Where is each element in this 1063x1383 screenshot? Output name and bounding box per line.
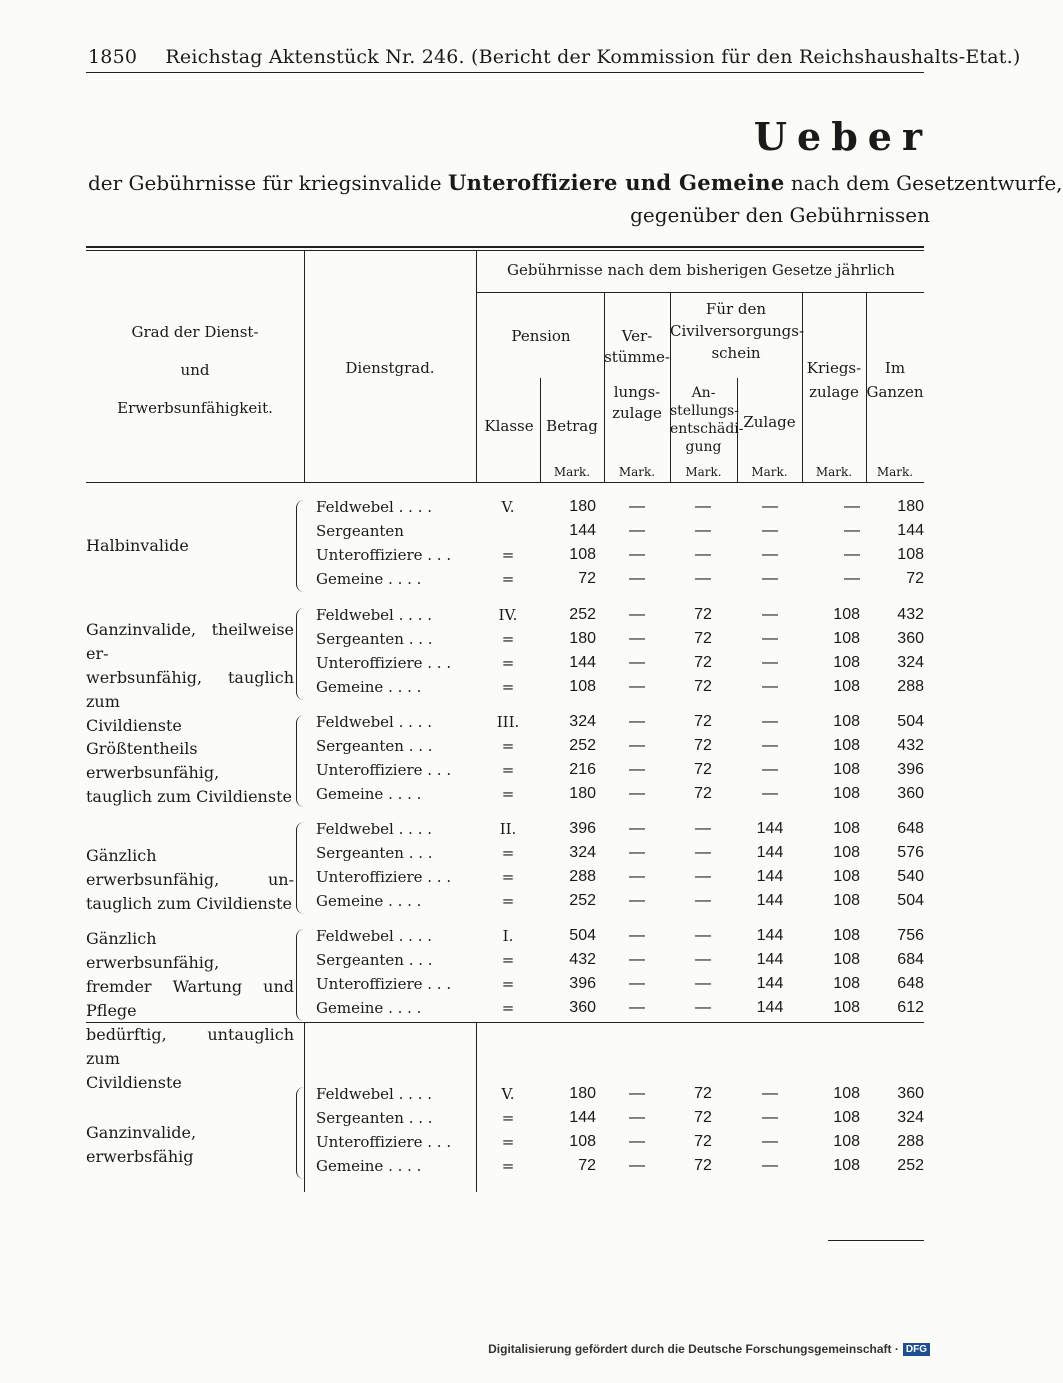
grade-label xyxy=(86,927,294,1095)
cell-betrag: 252 xyxy=(569,606,596,623)
cell-rank: Gemeine . . . . xyxy=(316,892,422,910)
grade-label-line: Civildienste xyxy=(86,716,182,735)
cell-krieg: 108 xyxy=(833,737,860,754)
cell-zulage: — xyxy=(762,654,778,671)
grade-label-line: tauglich zum Civildienste xyxy=(86,894,292,913)
closing-rule xyxy=(828,1240,924,1241)
cell-verst: — xyxy=(629,1109,645,1126)
cell-total: 144 xyxy=(897,522,924,539)
cell-rank: Gemeine . . . . xyxy=(316,785,422,803)
group-header-rule xyxy=(476,292,924,293)
cell-zulage: — xyxy=(762,1157,778,1174)
cell-betrag: 144 xyxy=(569,1109,596,1126)
cell-rank: Gemeine . . . . xyxy=(316,678,422,696)
cell-betrag: 180 xyxy=(569,630,596,647)
cell-zulage: — xyxy=(762,546,778,563)
cell-krieg: 108 xyxy=(833,999,860,1016)
cell-verst: — xyxy=(629,975,645,992)
cell-total: 648 xyxy=(897,820,924,837)
cell-verst: — xyxy=(629,820,645,837)
grade-label xyxy=(86,1121,294,1169)
cell-betrag: 396 xyxy=(569,975,596,992)
cell-zulage: — xyxy=(762,570,778,587)
header-group: Gebührnisse nach dem bisherigen Gesetze jährlich xyxy=(507,261,895,279)
cell-verst: — xyxy=(629,761,645,778)
cell-total: 504 xyxy=(897,892,924,909)
running-head-text: Reichstag Aktenstück Nr. 246. (Bericht der Kommission für den Reichshaushalts-Etat.) xyxy=(165,46,1021,68)
cell-anst: 72 xyxy=(694,1109,712,1126)
cell-total: 504 xyxy=(897,713,924,730)
cell-verst: — xyxy=(629,737,645,754)
subtitle-pre: der Gebührnisse für kriegsinvalide xyxy=(88,171,448,195)
cell-klasse: = xyxy=(501,654,515,672)
cell-rank: Unteroffiziere . . . xyxy=(316,761,452,779)
cell-verst: — xyxy=(629,546,645,563)
cell-klasse: = xyxy=(501,844,515,862)
header-betrag: Betrag xyxy=(546,417,598,435)
cell-zulage: 144 xyxy=(756,844,784,861)
header-verst-line: zulage xyxy=(612,404,662,422)
header-anst xyxy=(670,384,744,456)
cell-total: 612 xyxy=(897,999,924,1016)
cell-verst: — xyxy=(629,785,645,802)
cell-anst: 72 xyxy=(694,713,712,730)
group-brace xyxy=(296,822,304,914)
cell-rank: Unteroffiziere . . . xyxy=(316,975,452,993)
cell-rank: Sergeanten . . . xyxy=(316,951,433,969)
cell-zulage: 144 xyxy=(756,927,784,944)
cell-krieg: 108 xyxy=(833,1085,860,1102)
header-verst xyxy=(604,326,670,424)
group-brace xyxy=(296,929,304,1021)
cell-betrag: 252 xyxy=(569,737,596,754)
cell-krieg: — xyxy=(844,546,860,563)
cell-verst: — xyxy=(629,1133,645,1150)
cell-verst: — xyxy=(629,678,645,695)
unit-verst: Mark. xyxy=(618,465,656,479)
header-zulage: Zulage xyxy=(743,413,796,431)
cell-rank: Sergeanten . . . xyxy=(316,737,433,755)
cell-betrag: 396 xyxy=(569,820,596,837)
grade-label xyxy=(86,618,294,738)
subtitle-bold: Unteroffiziere und Gemeine xyxy=(447,170,785,195)
unit-betrag: Mark. xyxy=(553,465,591,479)
cell-total: 432 xyxy=(897,606,924,623)
grade-label-line: Halbinvalide xyxy=(86,536,189,555)
cell-betrag: 108 xyxy=(569,1133,596,1150)
cell-verst: — xyxy=(629,868,645,885)
table-top-rule-2 xyxy=(86,250,924,251)
cell-verst: — xyxy=(629,892,645,909)
cell-anst: 72 xyxy=(694,785,712,802)
cell-krieg: 108 xyxy=(833,868,860,885)
cell-zulage: 144 xyxy=(756,892,784,909)
cell-zulage: — xyxy=(762,737,778,754)
cell-rank: Feldwebel . . . . xyxy=(316,498,433,516)
cell-anst: — xyxy=(695,546,711,563)
cell-total: 648 xyxy=(897,975,924,992)
header-total-line: Im xyxy=(884,359,906,377)
cell-verst: — xyxy=(629,844,645,861)
cell-rank: Unteroffiziere . . . xyxy=(316,546,452,564)
cell-klasse: I. xyxy=(502,927,514,945)
grade-label-line: Ganzinvalide, theilweise er- xyxy=(86,620,294,663)
grade-label-line: werbsunfähig, tauglich zum xyxy=(86,668,294,711)
header-anst-line: entschädi- xyxy=(670,421,744,437)
cell-rank: Unteroffiziere . . . xyxy=(316,1133,452,1151)
cell-zulage: — xyxy=(762,1133,778,1150)
cell-betrag: 144 xyxy=(569,654,596,671)
cell-zulage: — xyxy=(762,761,778,778)
cell-rank: Sergeanten . . . xyxy=(316,630,433,648)
header-anst-line: stellungs- xyxy=(670,403,739,419)
unit-anst: Mark. xyxy=(685,465,722,479)
cell-verst: — xyxy=(629,999,645,1016)
cell-verst: — xyxy=(629,927,645,944)
grade-label-line: fremder Wartung und Pflege xyxy=(86,977,294,1020)
header-civil-line: schein xyxy=(711,344,761,362)
cell-total: 540 xyxy=(897,868,924,885)
subtitle-post: nach dem Gesetzentwurfe, xyxy=(784,171,1063,195)
grade-label-line: Civildienste xyxy=(86,1073,182,1092)
cell-anst: — xyxy=(695,820,711,837)
grade-label-line: tauglich zum Civildienste xyxy=(86,787,292,806)
footer-text: Digitalisierung gefördert durch die Deutsche Forschungsgemeinschaft xyxy=(488,1342,892,1356)
cell-anst: — xyxy=(695,951,711,968)
page-number: 1850 xyxy=(88,46,138,68)
cell-zulage: — xyxy=(762,1109,778,1126)
cell-krieg: 108 xyxy=(833,975,860,992)
col-rule-1 xyxy=(304,250,305,482)
cell-krieg: 108 xyxy=(833,678,860,695)
cell-krieg: 108 xyxy=(833,713,860,730)
cell-verst: — xyxy=(629,951,645,968)
group-brace xyxy=(296,1087,304,1179)
cell-krieg: 108 xyxy=(833,820,860,837)
cell-verst: — xyxy=(629,713,645,730)
cell-anst: 72 xyxy=(694,606,712,623)
grade-label xyxy=(86,844,294,916)
cell-rank: Unteroffiziere . . . xyxy=(316,868,452,886)
cell-betrag: 288 xyxy=(569,868,596,885)
cell-krieg: 108 xyxy=(833,927,860,944)
cell-rank: Sergeanten . . . xyxy=(316,1109,433,1127)
cell-rank: Feldwebel . . . . xyxy=(316,606,433,624)
header-anst-line: gung xyxy=(685,439,722,455)
cell-zulage: — xyxy=(762,522,778,539)
cell-rank: Feldwebel . . . . xyxy=(316,820,433,838)
cell-verst: — xyxy=(629,606,645,623)
group-brace xyxy=(296,608,304,700)
cell-betrag: 180 xyxy=(569,785,596,802)
cell-total: 288 xyxy=(897,678,924,695)
cell-krieg: 108 xyxy=(833,1157,860,1174)
cell-total: 684 xyxy=(897,951,924,968)
cell-klasse: V. xyxy=(501,1085,515,1103)
unit-zulage: Mark. xyxy=(751,465,788,479)
cell-total: 108 xyxy=(897,546,924,563)
cell-krieg: 108 xyxy=(833,606,860,623)
cell-klasse: = xyxy=(501,570,515,588)
grade-label xyxy=(86,737,294,809)
cell-krieg: — xyxy=(844,522,860,539)
grade-label-line: Ganzinvalide, erwerbsfähig xyxy=(86,1123,197,1166)
cell-total: 756 xyxy=(897,927,924,944)
running-head xyxy=(88,46,1021,68)
cell-total: 360 xyxy=(897,1085,924,1102)
cell-zulage: — xyxy=(762,606,778,623)
cell-krieg: 108 xyxy=(833,892,860,909)
cell-verst: — xyxy=(629,522,645,539)
col-rule-lower-2 xyxy=(476,1022,477,1192)
cell-anst: 72 xyxy=(694,678,712,695)
cell-betrag: 360 xyxy=(569,999,596,1016)
cell-anst: — xyxy=(695,498,711,515)
grade-label-line: bedürftig, untauglich zum xyxy=(86,1025,294,1068)
header-verst-line: lungs- xyxy=(613,383,661,401)
cell-total: 324 xyxy=(897,1109,924,1126)
cell-anst: — xyxy=(695,570,711,587)
footer: Digitalisierung gefördert durch die Deutsche Forschungsgemeinschaft · DFG xyxy=(488,1342,930,1356)
grade-label-line: Gänzlich erwerbsunfähig, un- xyxy=(86,846,294,889)
cell-klasse: = xyxy=(501,546,515,564)
cell-klasse: = xyxy=(501,975,515,993)
header-civil-line: Für den xyxy=(705,300,767,318)
cell-betrag: 432 xyxy=(569,951,596,968)
header-rank: Dienstgrad. xyxy=(345,359,435,377)
cell-verst: — xyxy=(629,1157,645,1174)
cell-klasse: = xyxy=(501,737,515,755)
cell-total: 576 xyxy=(897,844,924,861)
cell-total: 288 xyxy=(897,1133,924,1150)
cell-anst: — xyxy=(695,868,711,885)
cell-anst: — xyxy=(695,522,711,539)
table-top-rule xyxy=(86,246,924,248)
cell-verst: — xyxy=(629,654,645,671)
cell-anst: — xyxy=(695,975,711,992)
cell-zulage: 144 xyxy=(756,868,784,885)
cell-krieg: 108 xyxy=(833,630,860,647)
header-civil xyxy=(670,298,805,364)
cell-zulage: — xyxy=(762,498,778,515)
cell-anst: 72 xyxy=(694,761,712,778)
header-grade-line: und xyxy=(180,361,210,379)
cell-betrag: 324 xyxy=(569,713,596,730)
cell-rank: Feldwebel . . . . xyxy=(316,1085,433,1103)
group-brace xyxy=(296,715,304,807)
cell-klasse: = xyxy=(501,1109,515,1127)
cell-klasse: = xyxy=(501,868,515,886)
cell-krieg: 108 xyxy=(833,761,860,778)
grade-label-line: Größtentheils erwerbsunfähig, xyxy=(86,739,220,782)
cell-anst: 72 xyxy=(694,654,712,671)
cell-anst: — xyxy=(695,999,711,1016)
header-pension: Pension xyxy=(511,327,571,345)
cell-betrag: 72 xyxy=(578,1157,596,1174)
cell-zulage: 144 xyxy=(756,820,784,837)
header-total-line: Ganzen xyxy=(866,383,924,401)
cell-klasse: = xyxy=(501,1133,515,1151)
cell-total: 72 xyxy=(906,570,924,587)
cell-krieg: 108 xyxy=(833,1133,860,1150)
header-civil-line: Civilversorgungs- xyxy=(670,322,805,340)
cell-rank: Feldwebel . . . . xyxy=(316,713,433,731)
cell-anst: 72 xyxy=(694,630,712,647)
cell-rank: Gemeine . . . . xyxy=(316,570,422,588)
subtitle-line-1 xyxy=(88,170,1063,195)
col-rule-2 xyxy=(476,250,477,482)
header-verst-line: Ver- xyxy=(621,327,653,345)
cell-rank: Gemeine . . . . xyxy=(316,1157,422,1175)
cell-klasse: III. xyxy=(496,713,520,731)
header-krieg-line: Kriegs- xyxy=(806,359,862,377)
header-verst-line: stümme- xyxy=(604,348,670,366)
dfg-logo: DFG xyxy=(903,1343,930,1356)
cell-anst: — xyxy=(695,892,711,909)
cell-zulage: 144 xyxy=(756,999,784,1016)
cell-klasse: = xyxy=(501,951,515,969)
header-grade-line: Grad der Dienst- xyxy=(131,323,259,341)
header-anst-line: An- xyxy=(691,385,716,401)
cell-verst: — xyxy=(629,570,645,587)
cell-betrag: 144 xyxy=(569,522,596,539)
unit-krieg: Mark. xyxy=(815,465,853,479)
grade-label-line: Gänzlich erwerbsunfähig, xyxy=(86,929,220,972)
cell-betrag: 180 xyxy=(569,498,596,515)
header-krieg-line: zulage xyxy=(809,383,859,401)
header-klasse: Klasse xyxy=(484,417,534,435)
cell-total: 360 xyxy=(897,785,924,802)
cell-krieg: — xyxy=(844,498,860,515)
cell-betrag: 252 xyxy=(569,892,596,909)
cell-rank: Sergeanten xyxy=(316,522,404,540)
cell-klasse: II. xyxy=(499,820,517,838)
cell-klasse: IV. xyxy=(498,606,518,624)
cell-total: 360 xyxy=(897,630,924,647)
cell-betrag: 324 xyxy=(569,844,596,861)
cell-zulage: — xyxy=(762,785,778,802)
cell-rank: Sergeanten . . . xyxy=(316,844,433,862)
cell-betrag: 504 xyxy=(569,927,596,944)
group-brace xyxy=(296,500,304,592)
cell-krieg: 108 xyxy=(833,1109,860,1126)
header-grade xyxy=(92,320,298,420)
page-title: Ueber xyxy=(753,114,932,159)
cell-klasse: = xyxy=(501,1157,515,1175)
cell-zulage: — xyxy=(762,713,778,730)
cell-zulage: 144 xyxy=(756,975,784,992)
cell-klasse: = xyxy=(501,678,515,696)
cell-betrag: 108 xyxy=(569,546,596,563)
cell-krieg: 108 xyxy=(833,785,860,802)
cell-krieg: 108 xyxy=(833,844,860,861)
cell-krieg: 108 xyxy=(833,951,860,968)
cell-anst: 72 xyxy=(694,737,712,754)
cell-anst: — xyxy=(695,927,711,944)
cell-klasse: = xyxy=(501,785,515,803)
cell-betrag: 180 xyxy=(569,1085,596,1102)
cell-klasse: = xyxy=(501,761,515,779)
cell-total: 396 xyxy=(897,761,924,778)
header-total xyxy=(866,356,924,404)
cell-anst: — xyxy=(695,844,711,861)
cell-betrag: 72 xyxy=(578,570,596,587)
cell-total: 180 xyxy=(897,498,924,515)
cell-verst: — xyxy=(629,630,645,647)
cell-anst: 72 xyxy=(694,1157,712,1174)
cell-total: 252 xyxy=(897,1157,924,1174)
cell-klasse: V. xyxy=(501,498,515,516)
cell-zulage: — xyxy=(762,630,778,647)
cell-anst: 72 xyxy=(694,1085,712,1102)
cell-klasse: = xyxy=(501,892,515,910)
col-rule-lower-1 xyxy=(304,1022,305,1192)
cell-anst: 72 xyxy=(694,1133,712,1150)
cell-verst: — xyxy=(629,1085,645,1102)
cell-betrag: 216 xyxy=(569,761,596,778)
cell-rank: Gemeine . . . . xyxy=(316,999,422,1017)
cell-zulage: — xyxy=(762,678,778,695)
cell-krieg: 108 xyxy=(833,654,860,671)
cell-zulage: 144 xyxy=(756,951,784,968)
header-krieg xyxy=(802,356,866,404)
cell-betrag: 108 xyxy=(569,678,596,695)
subtitle-line-2: gegenüber den Gebührnissen xyxy=(630,203,930,227)
cell-krieg: — xyxy=(844,570,860,587)
grade-label xyxy=(86,534,294,558)
header-grade-line: Erwerbsunfähigkeit. xyxy=(117,399,273,417)
cell-rank: Feldwebel . . . . xyxy=(316,927,433,945)
unit-total: Mark. xyxy=(876,465,914,479)
header-rule xyxy=(86,72,924,73)
cell-klasse: = xyxy=(501,630,515,648)
cell-verst: — xyxy=(629,498,645,515)
cell-klasse: = xyxy=(501,999,515,1017)
cell-total: 324 xyxy=(897,654,924,671)
cell-zulage: — xyxy=(762,1085,778,1102)
cell-rank: Unteroffiziere . . . xyxy=(316,654,452,672)
cell-total: 432 xyxy=(897,737,924,754)
